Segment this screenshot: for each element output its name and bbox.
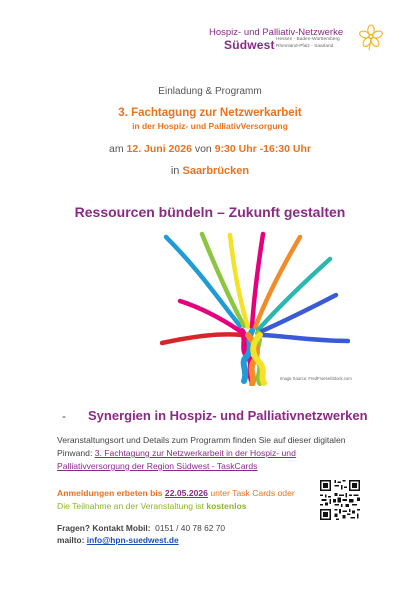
taskcards-link-continued[interactable]: Palliativversorgung der Region Südwest - TaskCards xyxy=(57,461,258,471)
time-from-word: von xyxy=(194,143,212,155)
invitation-label: Einladung & Programm xyxy=(158,86,262,97)
event-motto: Ressourcen bündeln – Zukunft gestalten xyxy=(74,204,346,220)
event-time: 9:30 Uhr -16:30 Uhr xyxy=(214,143,311,155)
registration-prefix: Anmeldungen erbeten bis xyxy=(57,488,165,498)
contact-label: Fragen? Kontakt Mobil: xyxy=(57,523,151,533)
event-date-line xyxy=(0,143,420,155)
section-heading: Synergien in Hospiz- und Palliativnetzwerken xyxy=(88,408,368,423)
org-region-line1: Hessen - Baden-Württemberg xyxy=(276,37,340,42)
event-date: 12. Juni 2026 xyxy=(126,143,192,155)
qr-code-icon[interactable] xyxy=(320,480,360,520)
org-region-line2: Rheinland-Pfalz - Saarland xyxy=(276,44,334,49)
taskcards-link[interactable]: 3. Fachtagung zur Netzwerkarbeit in der Hospiz- und xyxy=(94,448,296,458)
contact-email-link[interactable]: info@hpn-suedwest.de xyxy=(86,535,179,545)
registration-line xyxy=(57,488,295,498)
event-title: 3. Fachtagung zur Netzwerkarbeit xyxy=(118,107,302,119)
free-participation-line xyxy=(57,501,247,511)
contact-mail-line xyxy=(57,535,179,545)
registration-suffix: unter Task Cards oder xyxy=(207,488,295,498)
mail-label: mailto: xyxy=(57,535,87,545)
event-place: Saarbrücken xyxy=(182,165,250,177)
registration-deadline: 22.05.2026 xyxy=(164,488,208,498)
details-line2 xyxy=(57,448,296,458)
place-prefix: in xyxy=(170,165,180,177)
org-name-line2: Südwest xyxy=(224,38,275,52)
free-prefix: Die Teilnahme an der Veranstaltung ist xyxy=(57,501,207,511)
free-word: kostenlos xyxy=(206,501,247,511)
event-subtitle: in der Hospiz- und PalliativVersorgung xyxy=(132,121,288,131)
contact-phone-line xyxy=(57,523,225,533)
org-name-line1: Hospiz- und Palliativ-Netzwerke xyxy=(209,27,344,38)
event-place-line xyxy=(0,165,420,177)
image-credit: Image Source: FredFroese/iStock.com xyxy=(280,376,352,381)
colored-ropes-knot-image xyxy=(160,231,350,386)
date-prefix: am xyxy=(109,143,124,155)
details-line1: Veranstaltungsort und Details zum Programm finden Sie auf dieser digitalen xyxy=(57,435,346,445)
details-line3 xyxy=(57,461,257,471)
details-prefix: Pinwand: xyxy=(57,448,95,458)
contact-phone: 0151 / 40 78 62 70 xyxy=(155,523,226,533)
flower-logo-icon xyxy=(356,22,386,52)
section-bullet: - xyxy=(62,409,66,423)
